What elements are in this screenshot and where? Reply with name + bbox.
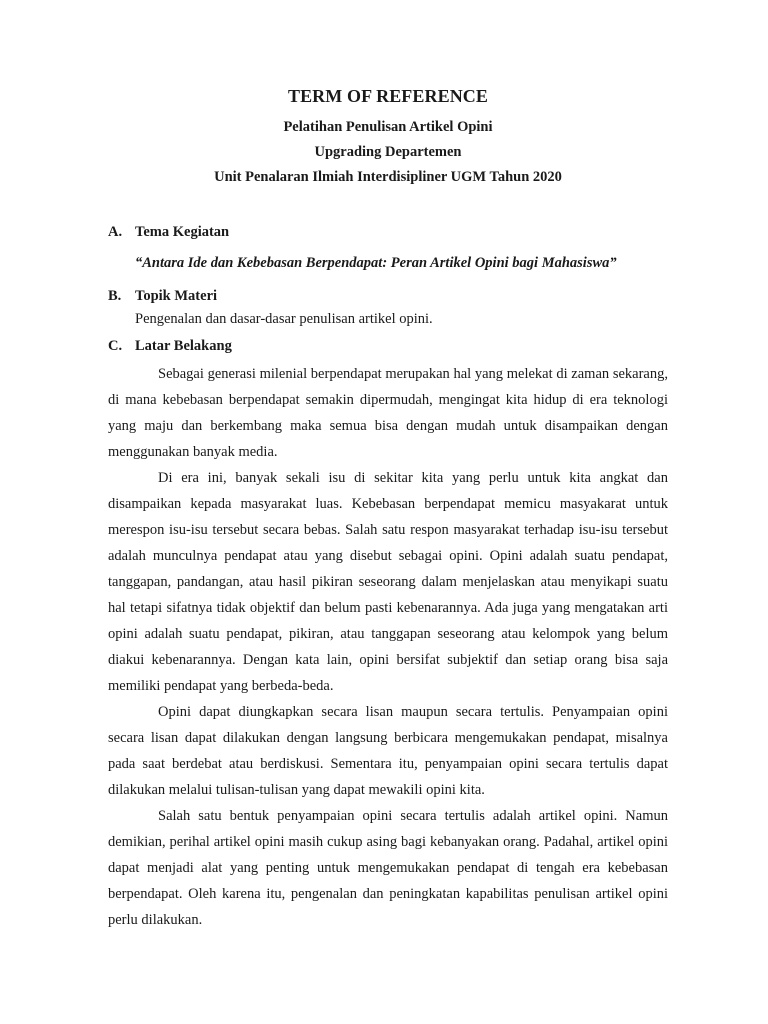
section-a-letter: A. bbox=[108, 224, 123, 240]
section-c-title: Latar Belakang bbox=[135, 338, 232, 354]
section-b-heading bbox=[108, 288, 668, 305]
background-paragraph: Di era ini, banyak sekali isu di sekitar kita yang perlu untuk kita angkat dan disampaikan kepada masyarakat luas. Kebebasan berpendapat memicu masyakarat untuk merespon isu-isu tersebut secara bebas. Salah satu respon masyarakat terhadap isu-isu tersebut adalah munculnya pendapat atau yang disebut sebagai opini. Opini adalah suatu pendapat, tanggapan, pandangan, atau hasil pikiran seseorang dalam menjelaskan atau menyikapi suatu hal tetapi sifatnya tidak objektif dan belum pasti kebenarannya. Ada juga yang mengatakan arti opini adalah suatu pendapat, pikiran, atau tanggapan seseorang atau kelompok yang belum diakui kebenarannya. Dengan kata lain, opini bersifat subjektif dan setiap orang bisa saja memiliki pendapat yang berbeda-beda. bbox=[108, 470, 668, 694]
document-subtitle-department: Upgrading Departemen bbox=[314, 144, 462, 160]
theme-quote: “Antara Ide dan Kebebasan Berpendapat: Peran Artikel Opini bagi Mahasiswa” bbox=[135, 255, 617, 271]
background-paragraph: Sebagai generasi milenial berpendapat merupakan hal yang melekat di zaman sekarang, di mana kebebasan berpendapat semakin dipermudah, mengingat kita hidup di era teknologi yang maju dan berkembang maka semua bisa dengan mudah untuk disampaikan dengan menggunakan banyak media. bbox=[108, 366, 668, 460]
document-subtitle-organization: Unit Penalaran Ilmiah Interdisipliner UGM Tahun 2020 bbox=[214, 169, 562, 185]
document-title: TERM OF REFERENCE bbox=[287, 86, 489, 106]
background-paragraph: Opini dapat diungkapkan secara lisan maupun secara tertulis. Penyampaian opini secara lisan dapat dilakukan dengan langsung berbicara mengemukakan pendapat, misalnya pada saat berdebat atau berdiskusi. Sementara itu, penyampaian opini secara tertulis dapat dilakukan melalui tulisan-tulisan yang dapat mewakili opini kita. bbox=[108, 704, 668, 798]
section-c-heading bbox=[108, 338, 668, 355]
section-a-heading bbox=[108, 224, 668, 241]
document-subtitle-event: Pelatihan Penulisan Artikel Opini bbox=[283, 119, 493, 135]
background-paragraph: Salah satu bentuk penyampaian opini secara tertulis adalah artikel opini. Namun demikian, perihal artikel opini masih cukup asing bagi kebanyakan orang. Padahal, artikel opini dapat menjadi alat yang penting untuk mengemukakan pendapat di tengah era kebebasan berpendapat. Oleh karena itu, pengenalan dan peningkatan kapabilitas penulisan artikel opini perlu dilakukan. bbox=[108, 808, 668, 928]
section-c-letter: C. bbox=[108, 338, 123, 354]
background-body bbox=[108, 361, 668, 933]
section-b-letter: B. bbox=[108, 288, 122, 304]
section-b-title: Topik Materi bbox=[135, 288, 218, 304]
topic-text: Pengenalan dan dasar-dasar penulisan artikel opini. bbox=[135, 311, 433, 327]
section-a-title: Tema Kegiatan bbox=[135, 224, 230, 240]
